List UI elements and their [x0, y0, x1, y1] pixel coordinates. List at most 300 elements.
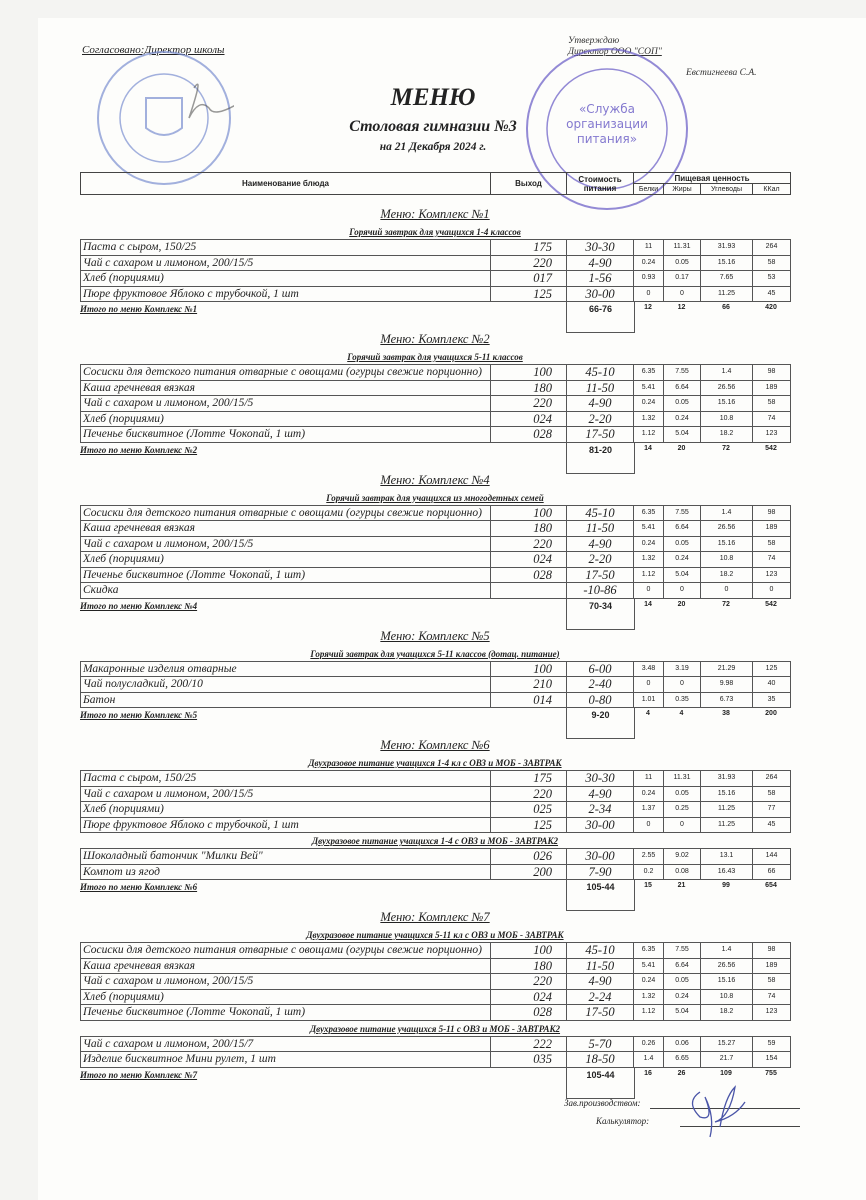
dish-fats: 0.05 [664, 255, 701, 271]
dish-name: Чай с сахаром и лимоном, 200/15/7 [81, 1036, 491, 1052]
dish-carbs: 18.2 [701, 567, 753, 583]
dish-kcal: 144 [753, 849, 791, 865]
dish-cost: 1-56 [567, 271, 634, 287]
signature [680, 1082, 760, 1142]
dish-proteins: 1.32 [634, 989, 664, 1005]
total-fats: 26 [677, 1069, 686, 1077]
dish-name: Чай с сахаром и лимоном, 200/15/5 [81, 255, 491, 271]
dish-name: Паста с сыром, 150/25 [81, 771, 491, 787]
table-row [81, 240, 791, 256]
dish-cost: 30-00 [567, 849, 634, 865]
dish-proteins: 1.01 [634, 692, 664, 708]
dish-output: 100 [491, 661, 567, 677]
dish-kcal: 53 [753, 271, 791, 287]
table-row [81, 255, 791, 271]
dish-fats: 0.17 [664, 271, 701, 287]
dish-cost: 4-90 [567, 255, 634, 271]
total-proteins: 16 [644, 1069, 652, 1077]
dish-fats: 6.64 [664, 380, 701, 396]
dish-carbs: 1.4 [701, 365, 753, 381]
dish-name: Макаронные изделия отварные [81, 661, 491, 677]
dish-name: Сосиски для детского питания отварные с овощами (огурцы свежие порционно) [81, 943, 491, 959]
group-subtitle: Двухразовое питание учащихся 5-11 с ОВЗ и МОБ - ЗАВТРАК2 [309, 1023, 561, 1034]
dish-carbs: 11.25 [701, 817, 753, 833]
dish-output: 220 [491, 396, 567, 412]
col-header-proteins: Белки [634, 184, 664, 195]
dish-fats: 6.64 [664, 521, 701, 537]
total-proteins: 4 [646, 710, 650, 717]
total-carbs: 66 [722, 304, 730, 311]
dish-cost: 45-10 [567, 505, 634, 521]
dish-kcal: 98 [753, 505, 791, 521]
dish-kcal: 45 [753, 817, 791, 833]
dish-carbs: 21.29 [701, 661, 753, 677]
dish-kcal: 66 [753, 864, 791, 880]
dish-name: Сосиски для детского питания отварные с овощами (огурцы свежие порционно) [81, 365, 491, 381]
total-carbs: 38 [722, 710, 730, 717]
production-head-label: Зав.производством: [564, 1097, 641, 1108]
dish-cost: 4-90 [567, 396, 634, 412]
total-kcal: 200 [765, 710, 777, 717]
dish-fats: 5.04 [664, 1005, 701, 1021]
dish-proteins: 6.35 [634, 505, 664, 521]
table-row [81, 1036, 791, 1052]
dish-kcal: 74 [753, 411, 791, 427]
dish-name: Хлеб (порциями) [81, 411, 491, 427]
dish-name: Чай с сахаром и лимоном, 200/15/5 [81, 536, 491, 552]
dish-fats: 11.31 [664, 240, 701, 256]
dish-name: Печенье бисквитное (Лотте Чокопай, 1 шт) [81, 1005, 491, 1021]
total-cost: 81-20 [566, 443, 635, 474]
table-row [81, 771, 791, 787]
dish-carbs: 21.7 [701, 1052, 753, 1068]
dish-proteins: 2.55 [634, 849, 664, 865]
table-row [81, 521, 791, 537]
dish-kcal: 74 [753, 552, 791, 568]
dish-name: Чай с сахаром и лимоном, 200/15/5 [81, 786, 491, 802]
total-kcal: 755 [765, 1069, 777, 1077]
dish-output [491, 583, 567, 599]
approve-director: Директор ООО "СОП" [568, 47, 662, 57]
total-fats: 21 [677, 882, 686, 889]
dish-carbs: 16.43 [701, 864, 753, 880]
dish-output: 017 [491, 271, 567, 287]
dish-cost: 45-10 [567, 365, 634, 381]
dish-table [80, 505, 791, 599]
dish-carbs: 31.93 [701, 771, 753, 787]
table-row [81, 365, 791, 381]
dish-output: 180 [491, 380, 567, 396]
dish-proteins: 0 [634, 677, 664, 693]
table-row [81, 1005, 791, 1021]
complex-title: Меню: Комплекс №1 [380, 207, 490, 221]
dish-carbs: 0 [701, 583, 753, 599]
dish-cost: 11-50 [567, 521, 634, 537]
dish-name: Печенье бисквитное (Лотте Чокопай, 1 шт) [81, 427, 491, 443]
complex-title: Меню: Комплекс №7 [380, 910, 490, 924]
dish-kcal: 58 [753, 536, 791, 552]
dish-proteins: 0.24 [634, 255, 664, 271]
dish-name: Каша гречневая вязкая [81, 380, 491, 396]
dish-name: Пюре фруктовое Яблоко с трубочкой, 1 шт [81, 286, 491, 302]
dish-fats: 0 [664, 286, 701, 302]
total-label: Итого по меню Комплекс №6 [80, 882, 198, 892]
dish-carbs: 1.4 [701, 505, 753, 521]
dish-kcal: 45 [753, 286, 791, 302]
dish-table [80, 942, 791, 1021]
dish-fats: 0.08 [664, 864, 701, 880]
dish-kcal: 58 [753, 396, 791, 412]
dish-name: Шоколадный батончик "Милки Вей" [81, 849, 491, 865]
dish-cost: 17-50 [567, 567, 634, 583]
dish-carbs: 6.73 [701, 692, 753, 708]
dish-name: Хлеб (порциями) [81, 271, 491, 287]
total-kcal: 420 [765, 304, 777, 311]
total-cost: 105-44 [566, 1068, 635, 1099]
col-header-cost: Стоимость питания [567, 173, 634, 195]
col-header-carbs: Углеводы [701, 184, 753, 195]
dish-output: 100 [491, 365, 567, 381]
total-kcal: 654 [765, 882, 777, 889]
dish-cost: 7-90 [567, 864, 634, 880]
dish-kcal: 189 [753, 958, 791, 974]
dish-cost: 17-50 [567, 427, 634, 443]
total-kcal: 542 [765, 444, 777, 452]
dish-proteins: 5.41 [634, 521, 664, 537]
dish-fats: 0.24 [664, 552, 701, 568]
total-fats: 20 [677, 600, 686, 608]
total-fats: 20 [677, 444, 686, 452]
dish-output: 024 [491, 552, 567, 568]
table-row [81, 552, 791, 568]
dish-kcal: 123 [753, 1005, 791, 1021]
dish-proteins: 1.12 [634, 427, 664, 443]
dish-cost: 2-34 [567, 802, 634, 818]
dish-kcal: 77 [753, 802, 791, 818]
dish-output: 024 [491, 989, 567, 1005]
dish-proteins: 0 [634, 583, 664, 599]
dish-kcal: 98 [753, 365, 791, 381]
dish-kcal: 40 [753, 677, 791, 693]
dish-proteins: 0.24 [634, 786, 664, 802]
dish-fats: 0.35 [664, 692, 701, 708]
dish-name: Каша гречневая вязкая [81, 521, 491, 537]
total-label: Итого по меню Комплекс №7 [80, 1069, 198, 1080]
dish-output: 028 [491, 1005, 567, 1021]
col-header-nutrition: Пищевая ценность [634, 173, 791, 184]
dish-output: 100 [491, 943, 567, 959]
dish-cost: 4-90 [567, 786, 634, 802]
dish-carbs: 11.25 [701, 802, 753, 818]
dish-table [80, 1036, 791, 1068]
dish-cost: 30-30 [567, 240, 634, 256]
total-proteins: 12 [644, 304, 652, 311]
total-proteins: 15 [644, 882, 652, 889]
total-cost: 70-34 [566, 599, 635, 630]
menu-date: на 21 Декабря 2024 г. [379, 141, 487, 153]
total-cost: 9-20 [566, 708, 635, 739]
dish-output: 175 [491, 771, 567, 787]
dish-fats: 7.55 [664, 365, 701, 381]
approved-by-school-director: Согласовано:Директор школы [82, 44, 225, 56]
dish-cost: 2-20 [567, 411, 634, 427]
table-row [81, 786, 791, 802]
dish-carbs: 15.16 [701, 786, 753, 802]
dish-proteins: 0.2 [634, 864, 664, 880]
total-carbs: 99 [722, 882, 730, 889]
dish-cost: 11-50 [567, 958, 634, 974]
dish-name: Хлеб (порциями) [81, 989, 491, 1005]
dish-proteins: 1.37 [634, 802, 664, 818]
total-cost: 66-76 [566, 302, 635, 333]
dish-proteins: 1.4 [634, 1052, 664, 1068]
dish-carbs: 1.4 [701, 943, 753, 959]
dish-carbs: 11.25 [701, 286, 753, 302]
table-row [81, 536, 791, 552]
dish-fats: 6.65 [664, 1052, 701, 1068]
dish-output: 220 [491, 536, 567, 552]
dish-name: Чай с сахаром и лимоном, 200/15/5 [81, 396, 491, 412]
table-row [81, 692, 791, 708]
complex-title: Меню: Комплекс №5 [380, 628, 490, 643]
dish-carbs: 10.8 [701, 411, 753, 427]
dish-kcal: 189 [753, 380, 791, 396]
table-row [81, 567, 791, 583]
table-row [81, 380, 791, 396]
total-label: Итого по меню Комплекс №5 [80, 710, 198, 720]
total-row [80, 443, 790, 461]
dish-proteins: 3.48 [634, 661, 664, 677]
dish-kcal: 58 [753, 255, 791, 271]
total-carbs: 72 [722, 444, 730, 452]
dish-cost: 18-50 [567, 1052, 634, 1068]
col-header-kcal: ККал [753, 184, 791, 195]
dish-fats: 6.64 [664, 958, 701, 974]
dish-output: 222 [491, 1036, 567, 1052]
dish-proteins: 11 [634, 771, 664, 787]
approve-label: Утверждаю [568, 36, 620, 46]
dish-carbs: 15.16 [701, 396, 753, 412]
total-carbs: 72 [722, 600, 730, 608]
dish-fats: 0 [664, 677, 701, 693]
table-row [81, 411, 791, 427]
complex-title: Меню: Комплекс №2 [380, 332, 490, 346]
col-header-fats: Жиры [664, 184, 701, 195]
dish-table [80, 364, 791, 443]
dish-cost: 30-00 [567, 817, 634, 833]
dish-kcal: 264 [753, 771, 791, 787]
dish-fats: 7.55 [664, 943, 701, 959]
dish-name: Хлеб (порциями) [81, 802, 491, 818]
dish-kcal: 0 [753, 583, 791, 599]
dish-cost: 45-10 [567, 943, 634, 959]
group-subtitle: Двухразовое питание учащихся 5-11 кл с ОВЗ и МОБ - ЗАВТРАК [306, 930, 564, 940]
dish-fats: 0.05 [664, 396, 701, 412]
total-row [80, 880, 790, 898]
dish-output: 014 [491, 692, 567, 708]
dish-output: 180 [491, 521, 567, 537]
dish-carbs: 15.16 [701, 255, 753, 271]
dish-cost: -10-86 [567, 583, 634, 599]
dish-name: Печенье бисквитное (Лотте Чокопай, 1 шт) [81, 567, 491, 583]
dish-fats: 11.31 [664, 771, 701, 787]
group-subtitle: Горячий завтрак для учащихся 5-11 классов (дотац. питание) [310, 648, 560, 659]
dish-kcal: 189 [753, 521, 791, 537]
total-label: Итого по меню Комплекс №4 [80, 600, 198, 611]
group-subtitle: Двухразовое питание учащихся 1-4 с ОВЗ и МОБ - ЗАВТРАК2 [311, 836, 559, 846]
dish-kcal: 74 [753, 989, 791, 1005]
dish-cost: 2-24 [567, 989, 634, 1005]
total-fats: 12 [677, 304, 686, 311]
dish-fats: 5.04 [664, 427, 701, 443]
dish-carbs: 13.1 [701, 849, 753, 865]
dish-carbs: 15.27 [701, 1036, 753, 1052]
table-row [81, 864, 791, 880]
dish-cost: 0-80 [567, 692, 634, 708]
dish-name: Чай полусладкий, 200/10 [81, 677, 491, 693]
dish-output: 180 [491, 958, 567, 974]
dish-carbs: 10.8 [701, 552, 753, 568]
dish-kcal: 154 [753, 1052, 791, 1068]
total-fats: 4 [679, 710, 684, 717]
group-subtitle: Горячий завтрак для учащихся из многодетных семей [326, 492, 544, 503]
dish-fats: 0.24 [664, 411, 701, 427]
dish-output: 024 [491, 411, 567, 427]
dish-proteins: 0.24 [634, 536, 664, 552]
dish-output: 035 [491, 1052, 567, 1068]
dish-output: 026 [491, 849, 567, 865]
dish-fats: 0.06 [664, 1036, 701, 1052]
table-row [81, 505, 791, 521]
dish-carbs: 15.16 [701, 536, 753, 552]
dish-proteins: 0.93 [634, 271, 664, 287]
dish-cost: 4-90 [567, 536, 634, 552]
total-row [80, 708, 790, 726]
dish-output: 125 [491, 817, 567, 833]
dish-cost: 2-20 [567, 552, 634, 568]
dish-proteins: 1.12 [634, 567, 664, 583]
table-row [81, 849, 791, 865]
dish-cost: 11-50 [567, 380, 634, 396]
dish-output: 220 [491, 974, 567, 990]
dish-table [80, 770, 791, 833]
dish-fats: 0 [664, 583, 701, 599]
dish-carbs: 9.98 [701, 677, 753, 693]
dish-proteins: 5.41 [634, 958, 664, 974]
table-row [81, 677, 791, 693]
col-header-name: Наименование блюда [81, 173, 491, 195]
dish-cost: 5-70 [567, 1036, 634, 1052]
total-carbs: 109 [720, 1069, 732, 1077]
dish-output: 175 [491, 240, 567, 256]
total-row [80, 302, 790, 320]
dish-output: 028 [491, 427, 567, 443]
dish-name: Хлеб (порциями) [81, 552, 491, 568]
dish-kcal: 58 [753, 974, 791, 990]
dish-output: 100 [491, 505, 567, 521]
table-row [81, 1052, 791, 1068]
dish-name: Батон [81, 692, 491, 708]
table-row [81, 817, 791, 833]
total-proteins: 14 [644, 600, 652, 608]
dish-carbs: 26.56 [701, 958, 753, 974]
dish-name: Изделие бисквитное Мини рулет, 1 шт [81, 1052, 491, 1068]
dish-kcal: 98 [753, 943, 791, 959]
dish-fats: 7.55 [664, 505, 701, 521]
dish-table [80, 848, 791, 880]
dish-proteins: 0 [634, 286, 664, 302]
dish-name: Компот из ягод [81, 864, 491, 880]
dish-proteins: 6.35 [634, 943, 664, 959]
dish-fats: 0.25 [664, 802, 701, 818]
total-row [80, 599, 790, 617]
total-kcal: 542 [765, 600, 777, 608]
dish-fats: 0.05 [664, 974, 701, 990]
calculator-label: Калькулятор: [596, 1115, 650, 1126]
dish-output: 200 [491, 864, 567, 880]
dish-kcal: 59 [753, 1036, 791, 1052]
dish-carbs: 7.65 [701, 271, 753, 287]
dish-name: Паста с сыром, 150/25 [81, 240, 491, 256]
dish-name: Скидка [81, 583, 491, 599]
total-label: Итого по меню Комплекс №2 [80, 444, 198, 455]
dish-proteins: 6.35 [634, 365, 664, 381]
dish-kcal: 123 [753, 567, 791, 583]
group-subtitle: Горячий завтрак для учащихся 1-4 классов [349, 227, 521, 237]
dish-output: 028 [491, 567, 567, 583]
dish-fats: 0.05 [664, 786, 701, 802]
table-row [81, 427, 791, 443]
dish-output: 025 [491, 802, 567, 818]
table-row [81, 661, 791, 677]
dish-fats: 0.24 [664, 989, 701, 1005]
column-header-table [80, 172, 791, 195]
dish-output: 220 [491, 786, 567, 802]
dish-proteins: 0.24 [634, 974, 664, 990]
dish-proteins: 11 [634, 240, 664, 256]
total-cost: 105-44 [566, 880, 635, 911]
dish-kcal: 125 [753, 661, 791, 677]
dish-proteins: 1.32 [634, 552, 664, 568]
dish-name: Каша гречневая вязкая [81, 958, 491, 974]
complex-title: Меню: Комплекс №6 [380, 738, 490, 752]
dish-carbs: 26.56 [701, 521, 753, 537]
dish-cost: 4-90 [567, 974, 634, 990]
dish-proteins: 0 [634, 817, 664, 833]
dish-kcal: 35 [753, 692, 791, 708]
dish-carbs: 18.2 [701, 427, 753, 443]
dish-output: 125 [491, 286, 567, 302]
dish-carbs: 18.2 [701, 1005, 753, 1021]
dish-fats: 5.04 [664, 567, 701, 583]
dish-fats: 3.19 [664, 661, 701, 677]
dish-kcal: 123 [753, 427, 791, 443]
dish-cost: 2-40 [567, 677, 634, 693]
dish-carbs: 31.93 [701, 240, 753, 256]
table-row [81, 802, 791, 818]
table-row [81, 396, 791, 412]
dish-proteins: 5.41 [634, 380, 664, 396]
col-header-output: Выход [491, 173, 567, 195]
dish-proteins: 0.26 [634, 1036, 664, 1052]
group-subtitle: Горячий завтрак для учащихся 5-11 классов [347, 352, 523, 362]
dish-cost: 30-30 [567, 771, 634, 787]
table-row [81, 583, 791, 599]
dish-kcal: 58 [753, 786, 791, 802]
dish-name: Пюре фруктовое Яблоко с трубочкой, 1 шт [81, 817, 491, 833]
menu-content [80, 172, 790, 1146]
dish-cost: 17-50 [567, 1005, 634, 1021]
